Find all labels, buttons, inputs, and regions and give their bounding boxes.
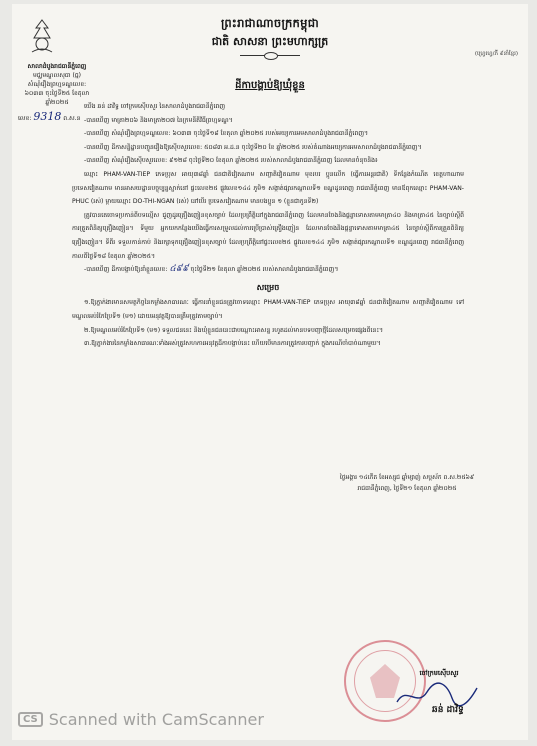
decision-heading: សម្រេច [256,282,280,292]
camscanner-watermark [18,710,264,729]
document-body [72,100,464,351]
watermark-text: Scanned with CamScanner [48,710,264,729]
header-ornament [240,55,300,60]
court-name: សាលាដំបូងរាជធានីភ្នំពេញ [27,63,87,70]
date-block [312,472,502,494]
considering-5: -បានឃើញ ដីកាបង្គាប់ឱ្យនាំខ្លួនលេខ: ៤៩៩ ចុះថ្ងៃទី២១ ខែតុលា ឆ្នាំ២០២៥ របស់សាលាដំបូងរាជធានីភ្នំពេញ។ [84,264,339,275]
charges: ត្រូវបានគេចោទប្រកាន់ពីបទល្មើស ជួញដូរគ្រឿងញៀនខុសច្បាប់ ដែលប្រព្រឹត្តិនៅក្នុងរាជធានីភ្នំពេញ ដែលមានចែងនិងផ្តន្ទាទោសតាមមាត្រា៤០ និងមាត្រា៤៥ នៃច្បាប់ស្តីពីការត្រួតពិនិត្យគ្រឿងញៀន។ ទីមួយ អ្នកយកកន្លែងយើងធ្វើការសម្រួលដល់ការប្រើប្រាស់គ្រឿងញៀន ដែលមានចែងនិងផ្តន្ទាទោសតាមមាត្រា៤៥ នៃច្បាប់ស្តីពីការត្រួតពិនិត្យគ្រឿងញៀន។ ទីពីរ ទទួលកាន់កាប់ និងរក្សាទុកគ្រឿងញៀនខុសច្បាប់ ដែលប្រព្រឹត្តិនៅផ្ទះលេខ២៥ ផ្លូវលេខ១៤៤ ភូមិ១ សង្កាត់ផ្សារកណ្តាលទី១ ខណ្ឌដូនពេញ រាជធានីភ្នំពេញ កាលពីថ្ងៃទី១៨ ខែតុលា ឆ្នាំ២០២៥។ [72,211,464,260]
case-reference: សំណុំរឿងព្រហ្មទណ្ឌលេខ: ៦០៣៣ ចុះថ្ងៃទី២៥ ខែតុលា ឆ្នាំ២០២៥ [24,81,90,106]
lunar-date: ថ្ងៃអង្គារ ១៤កើត ខែអស្សុជ ឆ្នាំម្សាញ់ សប្តស័ក ព.ស.២៥៦៩ [339,474,475,481]
decision-3: ៣.ឱ្យភ្នាក់ងារនៃកម្លាំងសាធារណៈទាំងអស់ត្រូវសហការអនុវត្តដីកាបង្គាប់នេះ ហើយបើមានការត្រូវការបញ្ជាក់ ក្នុងករណីចាំបាច់ណាមួយ។ [84,340,381,348]
document-page [12,4,528,740]
document-number: លេខ: 9318 ព.ស.ន [18,110,81,123]
signatory-name: ឆន់ ដាវិទ្ធ [432,705,464,715]
national-motto: ជាតិ សាសនា ព្រះមហាក្សត្រ [211,35,329,48]
considering-4: -បានឃើញ សំណុំរឿងស៊ើបសួរលេខ: ៩១២៨ ចុះថ្ងៃទី២០ ខែតុលា ឆ្នាំ២០២៥ របស់សាលាដំបូងរាជធានីភ្នំពេញ ដែលមានចំនុចនិង៖ [84,157,378,165]
document-header [12,16,528,60]
camscanner-logo-icon: CS [18,712,43,727]
considering-3: -បានឃើញ ដីកាសន្និដ្ឋានបញ្ជូនរឿងឱ្យស៊ើបសួរលេខ: ៥០៨៣ អ.ដ.ន ចុះថ្ងៃទី២០ ខែ ឆ្នាំ២០២៥ របស់តំណាងអយ្យការអមសាលាដំបូងរាជធានីភ្នំពេញ។ [84,143,422,151]
decision-1: ១.ឱ្យភ្នាក់ងារមានសមត្ថកិច្ចនៃកម្លាំងសាធារណៈ ធ្វើការនាំខ្លួនជនត្រូវចោទឈ្មោះ PHAM-VAN-TIEP ភេទប្រុស អាយុ៣៨ឆ្នាំ ជនជាតិវៀតណាម សញ្ជាតិវៀតណាម ទៅមណ្ឌលអប់រំកែប្រែទី១ (ម១) ដោយអនុវត្តឱ្យបានត្រឹមត្រូវតាមច្បាប់។ [72,299,464,320]
top-note: (ហ្វ្រេហ្វេ/ភី ៩នាំខ្មែរ) [474,51,518,57]
office-name: មជ្ឈមណ្ឌលសុធា (ធ្ម) [32,72,82,79]
document-title: ដីកាបង្គាប់ឱ្យឃុំខ្លួន [235,80,305,91]
handwritten-warrant-number: ៤៩៩ [169,264,189,275]
handwritten-number: 9318 [33,110,62,123]
considering-1: -បានឃើញ មាត្រា២០៦ និងមាត្រា២០៧ នៃក្រមនីតិវិធីព្រហ្មទណ្ឌ។ [84,116,233,124]
solar-date: រាជធានីភ្នំពេញ, ថ្ងៃទី២១ ខែតុលា ឆ្នាំ២០២៥ [357,485,457,492]
kingdom-name: ព្រះរាជាណាចក្រកម្ពុជា [221,16,319,30]
accused-details: ឈ្មោះ PHAM-VAN-TIEP ភេទប្រុស អាយុ៣៨ឆ្នាំ ជនជាតិវៀតណាម សញ្ជាតិវៀតណាម មុខរបរ ប្អូនលើក (ធ្វើការអន្តរជាតិ) ទីកន្លែងកំណើត ខេត្តហាណាម ប្រទេសវៀតណាម មានអាសយដ្ឋានបច្ចុប្បន្នស្នាក់នៅ ផ្ទះលេខ២៥ ផ្លូវលេខ១៤៤ ភូមិ១ សង្កាត់ផ្សារកណ្តាលទី១ ខណ្ឌដូនពេញ រាជធានីភ្នំពេញ មានឪពុកឈ្មោះ PHAM-VAN-PHUC (រស់) ម្តាយឈ្មោះ DO-THI-NGAN (រស់) នៅបើរ ប្រទេសវៀតណាម មានបងប្អូន ១ (ខ្លួនជាកូនទី២) [72,170,464,206]
decision-2: ២.ឱ្យមណ្ឌលអប់រំកែប្រែទី១ (ម១) ទទួលជននេះ និងឃុំខ្លួនជននេះជាបណ្តោះអាសន្ន រហូតដល់មានបទបញ្ជាថ្មីដែលសម្រេចផ្សេងពីនេះ។ [84,326,384,334]
signatory-title: ចៅក្រមស៊ើបសួរ [419,669,459,677]
judge-line: យើង ឆន់ ដាវិទ្ធ ចៅក្រមស៊ើបសួរ នៃសាលាដំបូងរាជធានីភ្នំពេញ [84,103,226,110]
considering-2: -បានឃើញ សំណុំរឿងព្រហ្មទណ្ឌលេខ: ៦០៣៣ ចុះថ្ងៃទី១៨ ខែតុលា ឆ្នាំ២០២៥ របស់អយ្យការអមសាលាដំបូងរាជធានីភ្នំពេញ។ [84,130,369,138]
